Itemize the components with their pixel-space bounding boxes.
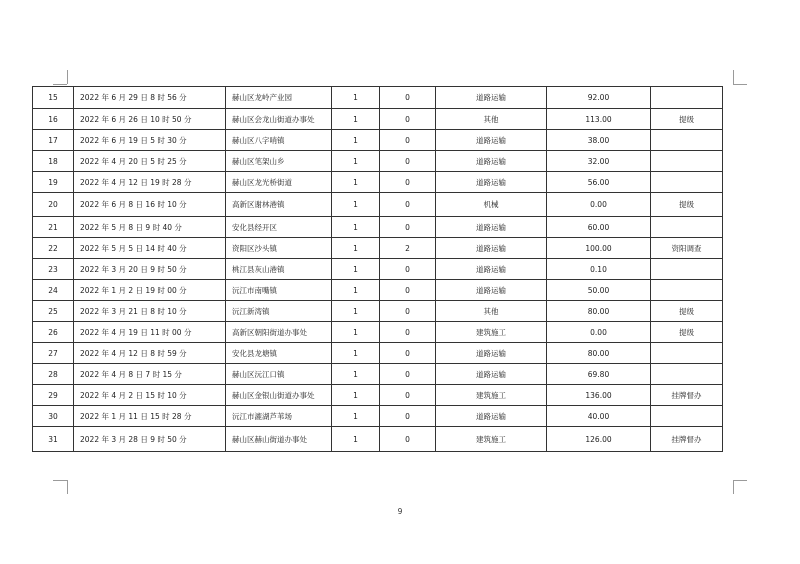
row-number: 30	[33, 406, 74, 427]
amount-cell: 126.00	[547, 427, 651, 452]
amount-cell: 0.00	[547, 322, 651, 343]
incident-type: 道路运输	[436, 130, 547, 151]
row-number: 28	[33, 364, 74, 385]
table-row	[33, 109, 723, 130]
amount-cell: 50.00	[547, 280, 651, 301]
incident-date: 2022 年 5 月 8 日 9 时 40 分	[74, 217, 226, 238]
incident-location: 赫山区龙岭产业园	[226, 87, 332, 109]
incident-location: 赫山区笔架山乡	[226, 151, 332, 172]
count-cell-2: 0	[380, 130, 436, 151]
count-cell: 1	[332, 280, 380, 301]
count-cell: 1	[332, 427, 380, 452]
note-cell	[651, 172, 723, 193]
count-cell: 1	[332, 217, 380, 238]
amount-cell: 69.80	[547, 364, 651, 385]
table-row	[33, 259, 723, 280]
incident-location: 赫山区八字哨镇	[226, 130, 332, 151]
count-cell-2: 0	[380, 280, 436, 301]
incident-type: 道路运输	[436, 238, 547, 259]
count-cell-2: 0	[380, 87, 436, 109]
row-number: 24	[33, 280, 74, 301]
note-cell: 提级	[651, 301, 723, 322]
incident-location: 沅江市南嘴镇	[226, 280, 332, 301]
incident-type: 建筑施工	[436, 322, 547, 343]
note-cell	[651, 364, 723, 385]
note-cell: 挂牌督办	[651, 385, 723, 406]
count-cell: 1	[332, 259, 380, 280]
incident-date: 2022 年 6 月 29 日 8 时 56 分	[74, 87, 226, 109]
row-number: 25	[33, 301, 74, 322]
amount-cell: 80.00	[547, 301, 651, 322]
row-number: 20	[33, 193, 74, 217]
note-cell: 挂牌督办	[651, 427, 723, 452]
row-number: 18	[33, 151, 74, 172]
note-cell	[651, 259, 723, 280]
count-cell-2: 0	[380, 364, 436, 385]
amount-cell: 100.00	[547, 238, 651, 259]
table-row	[33, 151, 723, 172]
amount-cell: 136.00	[547, 385, 651, 406]
incident-type: 道路运输	[436, 280, 547, 301]
note-cell	[651, 406, 723, 427]
incident-location: 资阳区沙头镇	[226, 238, 332, 259]
page-number: 9	[397, 507, 403, 516]
count-cell-2: 0	[380, 172, 436, 193]
row-number: 23	[33, 259, 74, 280]
incident-type: 道路运输	[436, 364, 547, 385]
note-cell: 提级	[651, 193, 723, 217]
count-cell-2: 0	[380, 343, 436, 364]
table-row	[33, 217, 723, 238]
table-row	[33, 427, 723, 452]
incident-type: 建筑施工	[436, 385, 547, 406]
amount-cell: 56.00	[547, 172, 651, 193]
incident-location: 赫山区会龙山街道办事处	[226, 109, 332, 130]
incident-date: 2022 年 1 月 11 日 15 时 28 分	[74, 406, 226, 427]
count-cell-2: 0	[380, 193, 436, 217]
amount-cell: 38.00	[547, 130, 651, 151]
amount-cell: 0.10	[547, 259, 651, 280]
incident-date: 2022 年 6 月 19 日 5 时 30 分	[74, 130, 226, 151]
count-cell: 1	[332, 385, 380, 406]
incident-date: 2022 年 4 月 12 日 19 时 28 分	[74, 172, 226, 193]
amount-cell: 80.00	[547, 343, 651, 364]
note-cell: 提级	[651, 322, 723, 343]
incident-location: 赫山区龙光桥街道	[226, 172, 332, 193]
amount-cell: 60.00	[547, 217, 651, 238]
incident-location: 沅江市漉湖芦苇场	[226, 406, 332, 427]
count-cell-2: 0	[380, 301, 436, 322]
count-cell: 1	[332, 109, 380, 130]
table-row	[33, 87, 723, 109]
incident-type: 其他	[436, 301, 547, 322]
note-cell	[651, 280, 723, 301]
incident-date: 2022 年 3 月 28 日 9 时 50 分	[74, 427, 226, 452]
incident-date: 2022 年 4 月 12 日 8 时 59 分	[74, 343, 226, 364]
incident-date: 2022 年 3 月 21 日 8 时 10 分	[74, 301, 226, 322]
incident-date: 2022 年 4 月 20 日 5 时 25 分	[74, 151, 226, 172]
incident-date: 2022 年 4 月 8 日 7 时 15 分	[74, 364, 226, 385]
amount-cell: 32.00	[547, 151, 651, 172]
table-row	[33, 343, 723, 364]
incident-location: 高新区谢林港镇	[226, 193, 332, 217]
incident-location: 赫山区赫山街道办事处	[226, 427, 332, 452]
table-row	[33, 280, 723, 301]
incident-date: 2022 年 4 月 19 日 11 时 00 分	[74, 322, 226, 343]
count-cell: 1	[332, 364, 380, 385]
incident-type: 道路运输	[436, 87, 547, 109]
note-cell	[651, 87, 723, 109]
row-number: 15	[33, 87, 74, 109]
incident-location: 赫山区沅江口镇	[226, 364, 332, 385]
count-cell-2: 0	[380, 406, 436, 427]
incident-location: 沅江新湾镇	[226, 301, 332, 322]
incident-location: 桃江县灰山港镇	[226, 259, 332, 280]
row-number: 27	[33, 343, 74, 364]
count-cell: 1	[332, 151, 380, 172]
amount-cell: 92.00	[547, 87, 651, 109]
incident-location: 安化县龙塘镇	[226, 343, 332, 364]
row-number: 16	[33, 109, 74, 130]
table-row	[33, 238, 723, 259]
row-number: 31	[33, 427, 74, 452]
row-number: 21	[33, 217, 74, 238]
row-number: 19	[33, 172, 74, 193]
count-cell-2: 2	[380, 238, 436, 259]
row-number: 29	[33, 385, 74, 406]
count-cell: 1	[332, 238, 380, 259]
amount-cell: 0.00	[547, 193, 651, 217]
note-cell	[651, 130, 723, 151]
incident-type: 道路运输	[436, 217, 547, 238]
count-cell: 1	[332, 130, 380, 151]
table-row	[33, 385, 723, 406]
count-cell: 1	[332, 406, 380, 427]
row-number: 17	[33, 130, 74, 151]
incident-type: 道路运输	[436, 406, 547, 427]
count-cell: 1	[332, 301, 380, 322]
incident-date: 2022 年 5 月 5 日 14 时 40 分	[74, 238, 226, 259]
incident-table	[32, 86, 723, 452]
count-cell-2: 0	[380, 151, 436, 172]
incident-date: 2022 年 6 月 26 日 10 时 50 分	[74, 109, 226, 130]
row-number: 26	[33, 322, 74, 343]
incident-type: 建筑施工	[436, 427, 547, 452]
incident-date: 2022 年 3 月 20 日 9 时 50 分	[74, 259, 226, 280]
incident-type: 机械	[436, 193, 547, 217]
amount-cell: 113.00	[547, 109, 651, 130]
count-cell: 1	[332, 193, 380, 217]
count-cell: 1	[332, 322, 380, 343]
incident-type: 道路运输	[436, 259, 547, 280]
count-cell-2: 0	[380, 259, 436, 280]
incident-location: 赫山区金银山街道办事处	[226, 385, 332, 406]
incident-date: 2022 年 4 月 2 日 15 时 10 分	[74, 385, 226, 406]
table-row	[33, 406, 723, 427]
count-cell: 1	[332, 343, 380, 364]
note-cell	[651, 343, 723, 364]
count-cell-2: 0	[380, 427, 436, 452]
table-row	[33, 364, 723, 385]
incident-type: 道路运输	[436, 172, 547, 193]
table-row	[33, 172, 723, 193]
count-cell: 1	[332, 87, 380, 109]
note-cell	[651, 217, 723, 238]
row-number: 22	[33, 238, 74, 259]
note-cell: 提级	[651, 109, 723, 130]
incident-type: 道路运输	[436, 151, 547, 172]
table-row	[33, 301, 723, 322]
incident-type: 其他	[436, 109, 547, 130]
count-cell-2: 0	[380, 217, 436, 238]
count-cell-2: 0	[380, 109, 436, 130]
amount-cell: 40.00	[547, 406, 651, 427]
incident-location: 高新区朝阳街道办事处	[226, 322, 332, 343]
table-row	[33, 130, 723, 151]
incident-date: 2022 年 6 月 8 日 16 时 10 分	[74, 193, 226, 217]
note-cell	[651, 151, 723, 172]
table-row	[33, 322, 723, 343]
count-cell-2: 0	[380, 385, 436, 406]
table-row	[33, 193, 723, 217]
count-cell: 1	[332, 172, 380, 193]
incident-date: 2022 年 1 月 2 日 19 时 00 分	[74, 280, 226, 301]
incident-type: 道路运输	[436, 343, 547, 364]
incident-location: 安化县经开区	[226, 217, 332, 238]
note-cell: 资阳调查	[651, 238, 723, 259]
count-cell-2: 0	[380, 322, 436, 343]
